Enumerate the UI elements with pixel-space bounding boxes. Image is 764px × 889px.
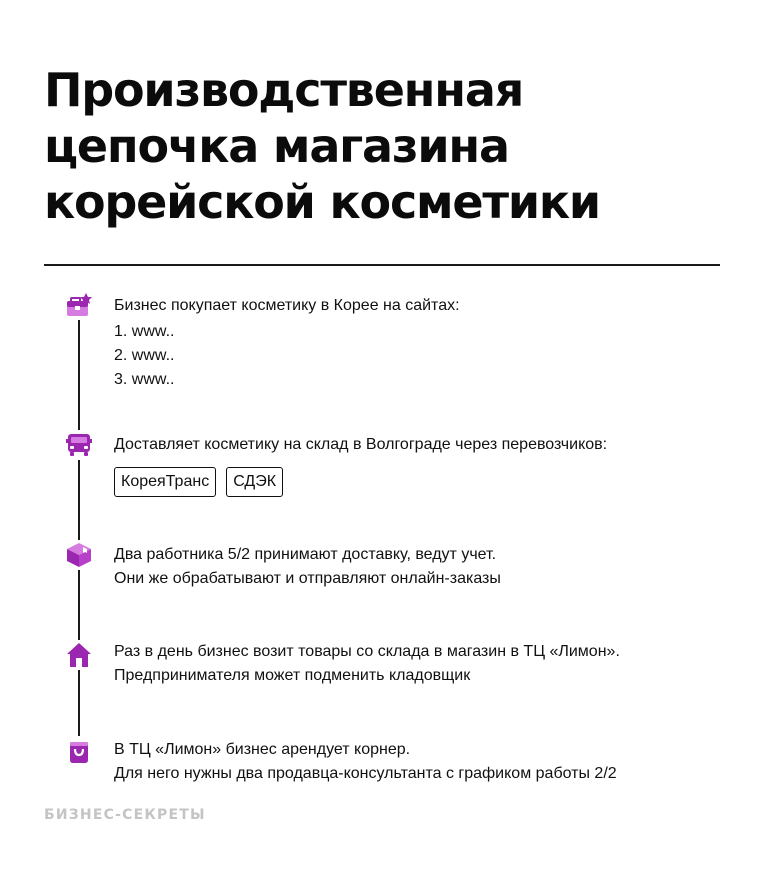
step-4-line-1: Раз в день бизнес возит товары со склада в магазин в ТЦ «Лимон».	[114, 643, 620, 660]
home-icon	[64, 640, 94, 670]
carrier-tag-cdek: СДЭК	[226, 467, 283, 497]
site-list	[114, 320, 460, 392]
list-item: 3. www..	[114, 371, 175, 388]
title-line-2: цепочка магазина	[44, 119, 509, 173]
list-item: 1. www..	[114, 323, 175, 340]
brand-logo: БИЗНЕС-СЕКРЕТЫ	[44, 807, 206, 823]
step-4-line-2: Предпринимателя может подменить кладовщик	[114, 667, 471, 684]
step-2-content	[114, 433, 607, 497]
step-2-text: Доставляет косметику на склад в Волгограде через перевозчиков:	[114, 436, 608, 453]
step-1-text: Бизнес покупает косметику в Корее на сайтах:	[114, 297, 460, 314]
carrier-tag-koreatrans: КореяТранс	[114, 467, 216, 497]
step-4-content	[114, 640, 620, 688]
step-5-line-2: Для него нужны два продавца-консультанта с графиком работы 2/2	[114, 765, 617, 782]
box-icon	[64, 540, 94, 570]
shopping-bag-icon	[64, 736, 94, 766]
title-line-3: корейской косметики	[44, 175, 600, 229]
step-3-content	[114, 543, 501, 591]
title-divider	[44, 264, 720, 266]
truck-icon	[64, 430, 94, 460]
list-item: 2. www..	[114, 347, 175, 364]
step-5-line-1: В ТЦ «Лимон» бизнес арендует корнер.	[114, 741, 411, 758]
timeline-line	[78, 318, 80, 750]
carrier-tags	[114, 467, 607, 497]
page-title	[44, 62, 734, 230]
briefcase-icon	[64, 290, 94, 320]
step-1-content	[114, 294, 460, 392]
title-line-1: Производственная	[44, 63, 524, 117]
step-3-line-2: Они же обрабатывают и отправляют онлайн-заказы	[114, 570, 501, 587]
step-3-line-1: Два работника 5/2 принимают доставку, ведут учет.	[114, 546, 497, 563]
step-5-content	[114, 738, 617, 786]
